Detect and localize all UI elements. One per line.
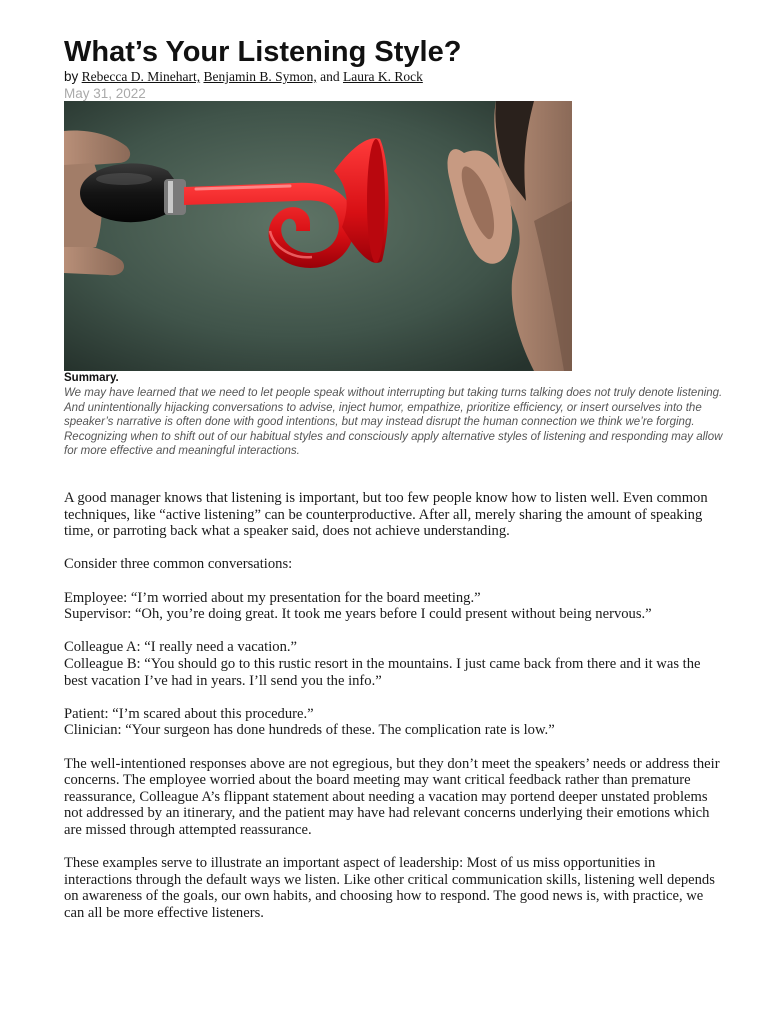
and-label: and: [320, 69, 340, 84]
dialogue-line: Clinician: “Your surgeon has done hundreds of these. The complication rate is low.”: [64, 722, 555, 739]
body-paragraph: These examples serve to illustrate an important aspect of leadership: Most of us miss opportunities in interactions through the default ways we listen. Like other critical communication skills, listening well depends on awareness of the goals, our own habits, and choosing how to respond. The good news is, with practice, we can all be more effective listeners.: [64, 855, 715, 921]
dialogue-line: Employee: “I’m worried about my presentation for the board meeting.”: [64, 589, 481, 606]
summary-label: Summary.: [64, 372, 119, 384]
dialogue-block: [64, 590, 724, 623]
author-link-3[interactable]: Laura K. Rock: [342, 69, 423, 84]
by-label: by: [64, 69, 79, 84]
dialogue-block: [64, 706, 724, 739]
byline: [64, 68, 423, 85]
publish-date: May 31, 2022: [64, 86, 146, 101]
body-paragraph: Consider three common conversations:: [64, 556, 293, 573]
summary-text: We may have learned that we need to let people speak without interrupting but taking turns talking does not truly denote listening. And unintentionally hijacking conversations to advise, inject humor, empathize, prioritize efficiency, or insert ourselves into the speaker’s narrative is often done with good intentions, but may instead disrupt the human connection we think we’re forging. Recognizing when to shift out of our habitual styles and consciously apply alternative styles of listening and responding may allow for more effective and meaningful interactions.: [64, 387, 723, 458]
author-link-2[interactable]: Benjamin B. Symon,: [203, 69, 317, 84]
dialogue-block: [64, 639, 724, 689]
dialogue-line: Patient: “I’m scared about this procedure.”: [64, 705, 314, 722]
dialogue-line: Colleague B: “You should go to this rustic resort in the mountains. I just came back from there and it was the best vacation I’ve had in years. I’ll send you the info.”: [64, 655, 701, 689]
air-horn-ear-illustration: [64, 101, 572, 371]
article-body: [64, 490, 724, 938]
hero-image: [64, 101, 572, 371]
body-paragraph: A good manager knows that listening is important, but too few people know how to listen well. Even common techniques, like “active listening” can be counterproductive. After all, merely sharing the amount of speaking time, or parroting back what a speaker said, does not achieve understanding.: [64, 490, 708, 540]
body-paragraph: The well-intentioned responses above are not egregious, but they don’t meet the speakers’ needs or address their concerns. The employee worried about the board meeting may want critical feedback rather than premature reassurance, Colleague A’s flippant statement about needing a vacation may portend deeper unstated problems not addressed by an itinerary, and the patient may have had relevant concerns underlying their emotions which are missed through attempted reassurance.: [64, 755, 720, 838]
article-title: What’s Your Listening Style?: [64, 36, 462, 68]
author-link-1[interactable]: Rebecca D. Minehart,: [81, 69, 201, 84]
dialogue-line: Supervisor: “Oh, you’re doing great. It took me years before I could present without being nervous.”: [64, 606, 652, 623]
dialogue-line: Colleague A: “I really need a vacation.”: [64, 639, 297, 656]
